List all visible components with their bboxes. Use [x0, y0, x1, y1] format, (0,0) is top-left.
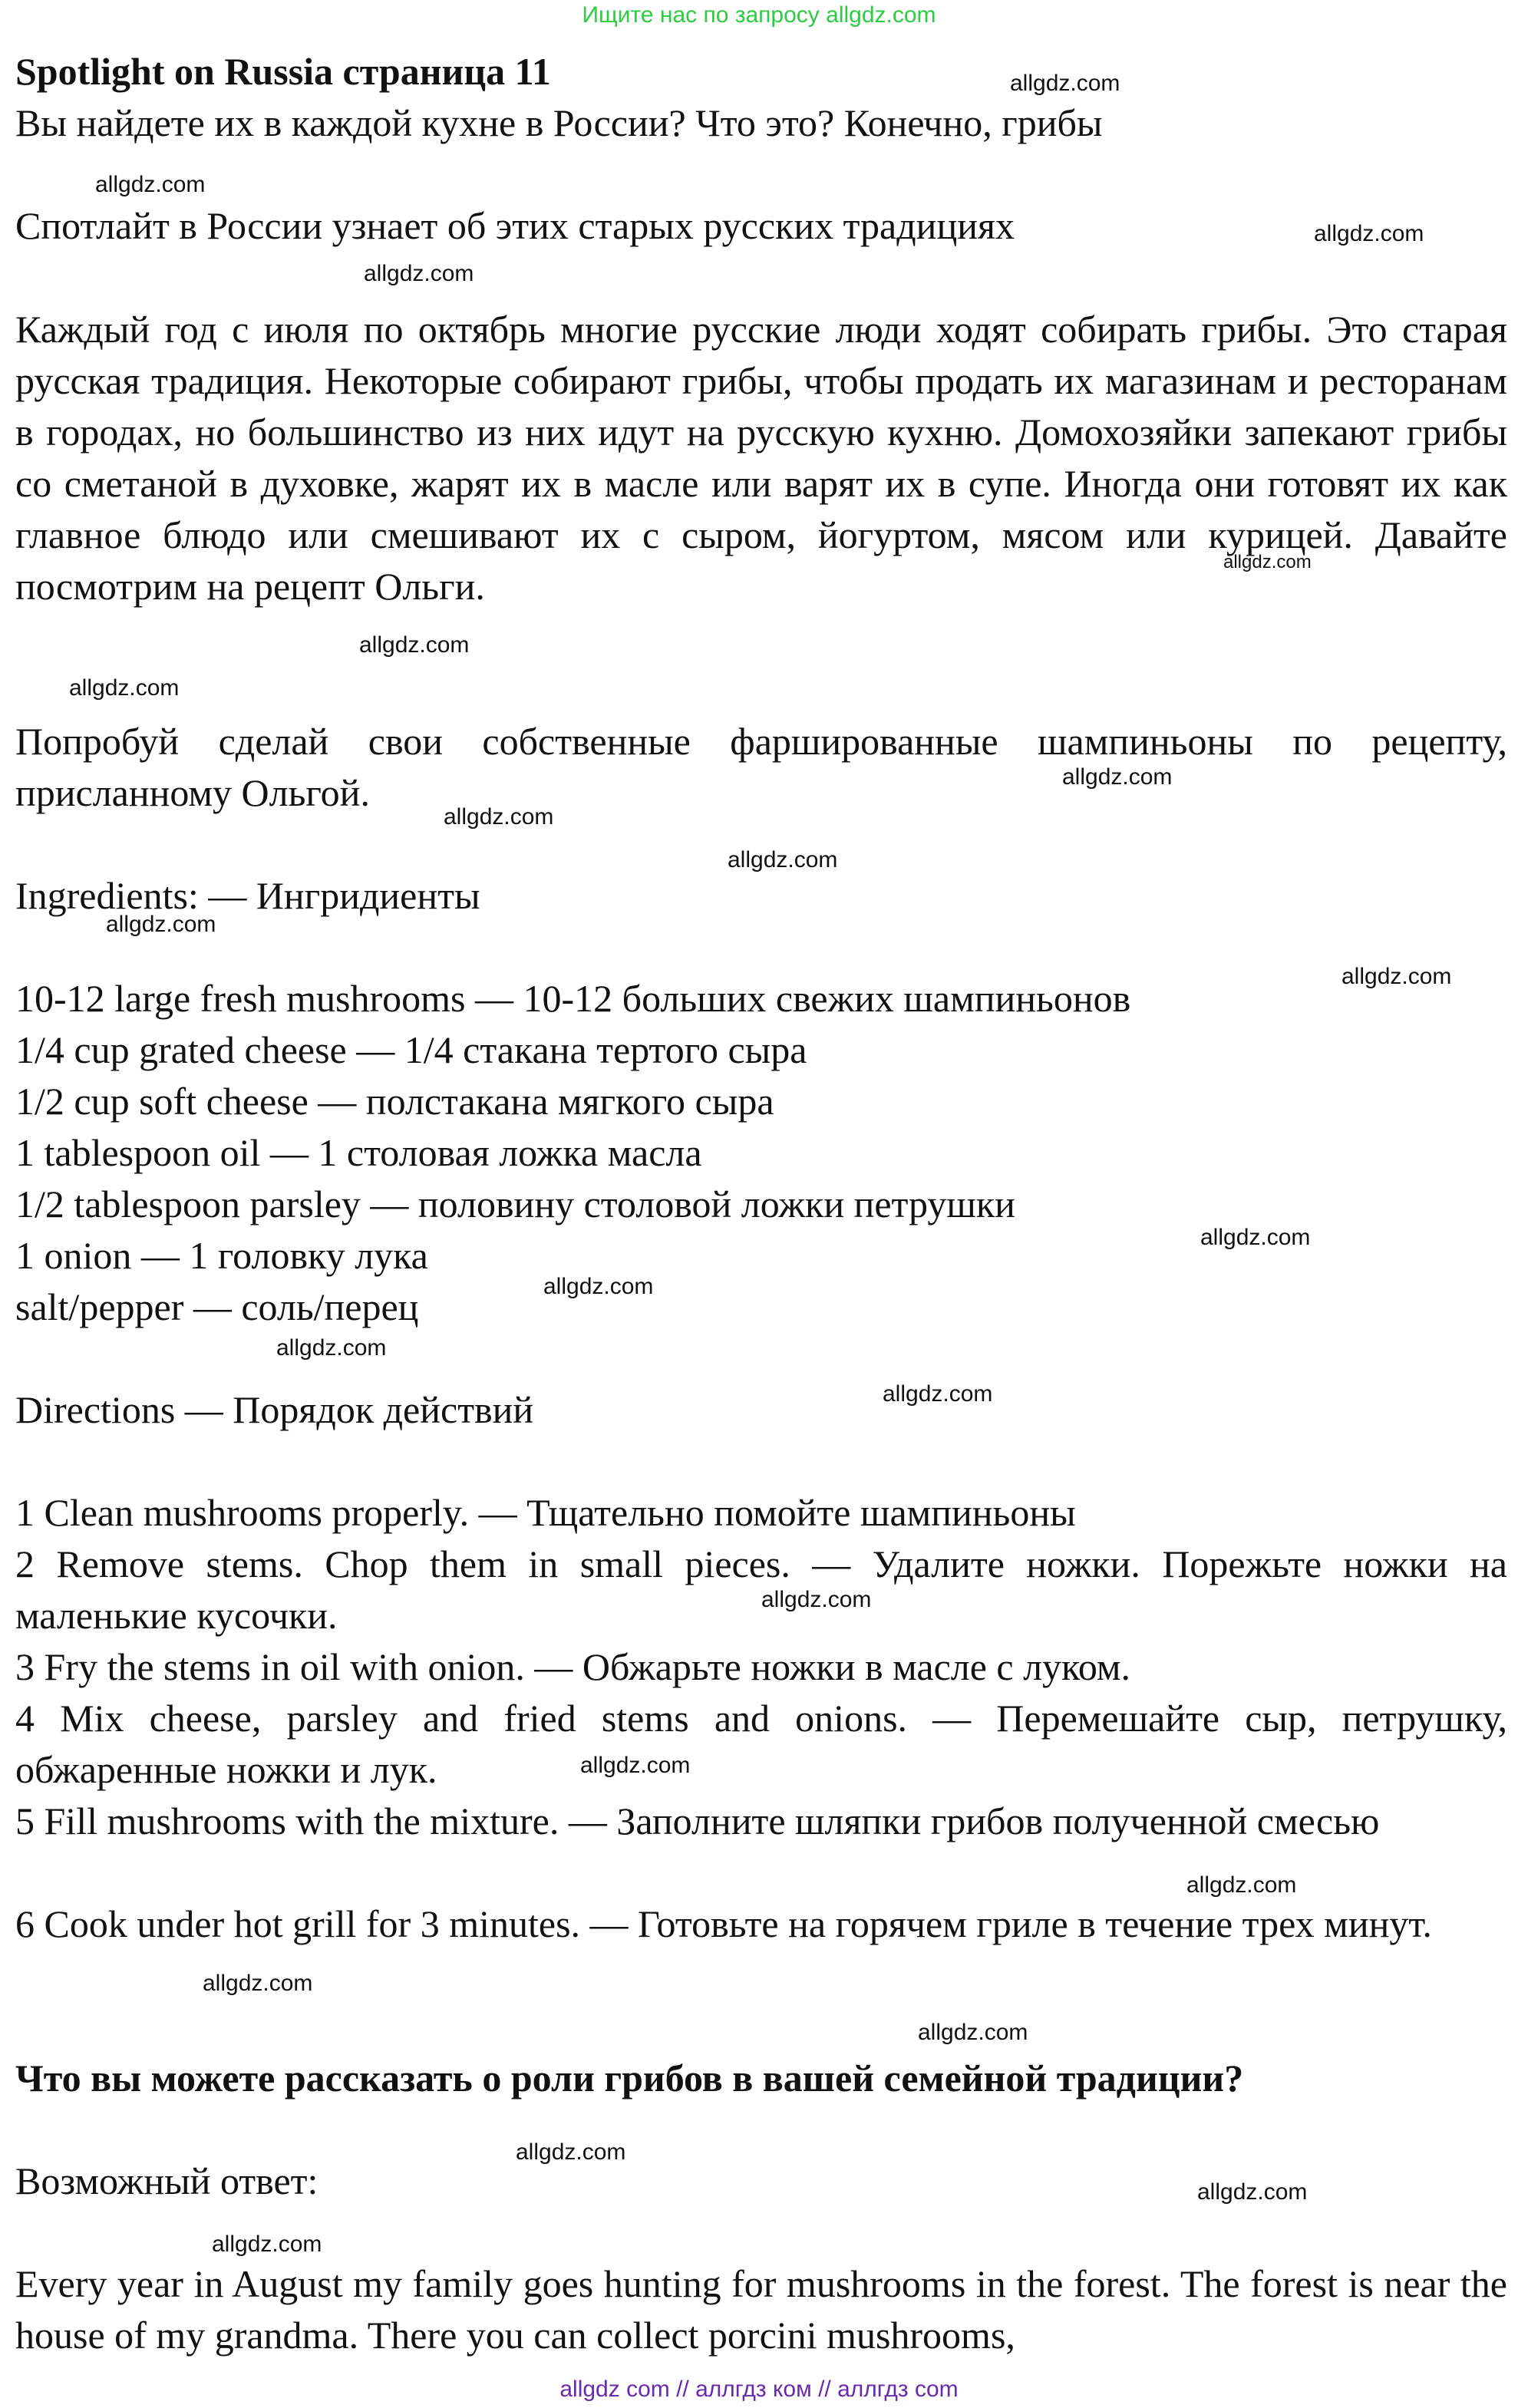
watermark-text: allgdz.com	[444, 804, 554, 830]
direction-step: 6 Cook under hot grill for 3 minutes. — Готовьте на горячем гриле в течение трех минут.	[15, 1902, 1432, 1945]
ingredients-heading: Ingredients: — Ингридиенты	[15, 874, 480, 917]
watermark-text: allgdz.com	[364, 261, 474, 286]
ingredient-item: 1/2 tablespoon parsley — половину столовой ложки петрушки	[15, 1183, 1015, 1225]
direction-step: 2 Remove stems. Chop them in small pieces. — Удалите ножки. Порежьте ножки на маленькие кусочки.	[15, 1542, 1507, 1637]
watermark-text: allgdz.com	[69, 675, 180, 701]
watermark-text: allgdz.com	[918, 2020, 1028, 2045]
bottom-banner[interactable]: allgdz com // аллгдз ком // аллгдз com	[559, 2377, 959, 2402]
watermark-text: allgdz.com	[543, 1274, 654, 1299]
direction-step: 4 Mix cheese, parsley and fried stems and onions. — Перемешайте сыр, петрушку, обжаренные ножки и лук.	[15, 1697, 1507, 1791]
question-heading: Что вы можете рассказать о роли грибов в вашей семейной традиции?	[15, 2057, 1244, 2100]
intro-line-2: Спотлайт в России узнает об этих старых русских традициях	[15, 204, 1015, 247]
paragraph-tradition: Каждый год с июля по октябрь многие русские люди ходят собирать грибы. Это старая русская традиция. Некоторые собирают грибы, чтобы продать их магазинам и ресторанам в городах, но большинство из них идут на русскую кухню. Домохозяйки запекают грибы со сметаной в духовке, жарят их в масле или варят их в супе. Иногда они готовят их как главное блюдо или смешивают их с сыром, йогуртом, мясом или курицей. Давайте посмотрим на рецепт Ольги.	[15, 308, 1507, 608]
direction-step: 3 Fry the stems in oil with onion. — Обжарьте ножки в масле с луком.	[15, 1645, 1131, 1688]
watermark-text: allgdz.com	[883, 1381, 993, 1407]
ingredient-item: 1/4 cup grated cheese — 1/4 стакана тертого сыра	[15, 1028, 807, 1071]
watermark-text: allgdz.com	[516, 2139, 626, 2165]
watermark-text: allgdz.com	[1223, 552, 1312, 572]
watermark-text: allgdz.com	[106, 912, 216, 937]
watermark-text: allgdz.com	[1314, 221, 1424, 246]
paragraph-recipe-intro: Попробуй сделай свои собственные фаршированные шампиньоны по рецепту, присланному Ольгой.	[15, 720, 1507, 814]
watermark-text: allgdz.com	[1062, 764, 1173, 790]
direction-step: 5 Fill mushrooms with the mixture. — Заполните шляпки грибов полученной смесью	[15, 1799, 1380, 1842]
watermark-text: allgdz.com	[276, 1335, 387, 1361]
answer-label: Возможный ответ:	[15, 2159, 318, 2202]
ingredient-item: 1 onion — 1 головку лука	[15, 1234, 428, 1277]
direction-step: 1 Clean mushrooms properly. — Тщательно помойте шампиньоны	[15, 1491, 1076, 1534]
top-banner[interactable]: Ищите нас по запросу allgdz.com	[582, 2, 936, 28]
intro-line-1: Вы найдете их в каждой кухне в России? Что это? Конечно, грибы	[15, 101, 1103, 144]
ingredient-item: 1 tablespoon oil — 1 столовая ложка масла	[15, 1131, 702, 1174]
watermark-text: allgdz.com	[1341, 964, 1452, 989]
watermark-text: allgdz.com	[1200, 1225, 1311, 1250]
watermark-text: allgdz.com	[212, 2232, 322, 2257]
watermark-text: allgdz.com	[1010, 71, 1120, 96]
watermark-text: allgdz.com	[1197, 2179, 1308, 2205]
watermark-text: allgdz.com	[203, 1971, 313, 1996]
watermark-text: allgdz.com	[580, 1753, 691, 1778]
ingredient-item: 1/2 cup soft cheese — полстакана мягкого сыра	[15, 1080, 774, 1123]
watermark-text: allgdz.com	[359, 632, 470, 658]
watermark-text: allgdz.com	[1186, 1872, 1297, 1898]
watermark-text: allgdz.com	[761, 1587, 872, 1612]
watermark-text: allgdz.com	[95, 172, 206, 197]
answer-text: Every year in August my family goes hunting for mushrooms in the forest. The forest is near the house of my grandma. There you can collect porcini mushrooms,	[15, 2262, 1507, 2357]
directions-heading: Directions — Порядок действий	[15, 1388, 534, 1431]
ingredient-item: 10-12 large fresh mushrooms — 10-12 больших свежих шампиньонов	[15, 977, 1131, 1020]
page-title: Spotlight on Russia страница 11	[15, 50, 551, 93]
ingredient-item: salt/pepper — соль/перец	[15, 1285, 419, 1328]
watermark-text: allgdz.com	[728, 847, 838, 872]
